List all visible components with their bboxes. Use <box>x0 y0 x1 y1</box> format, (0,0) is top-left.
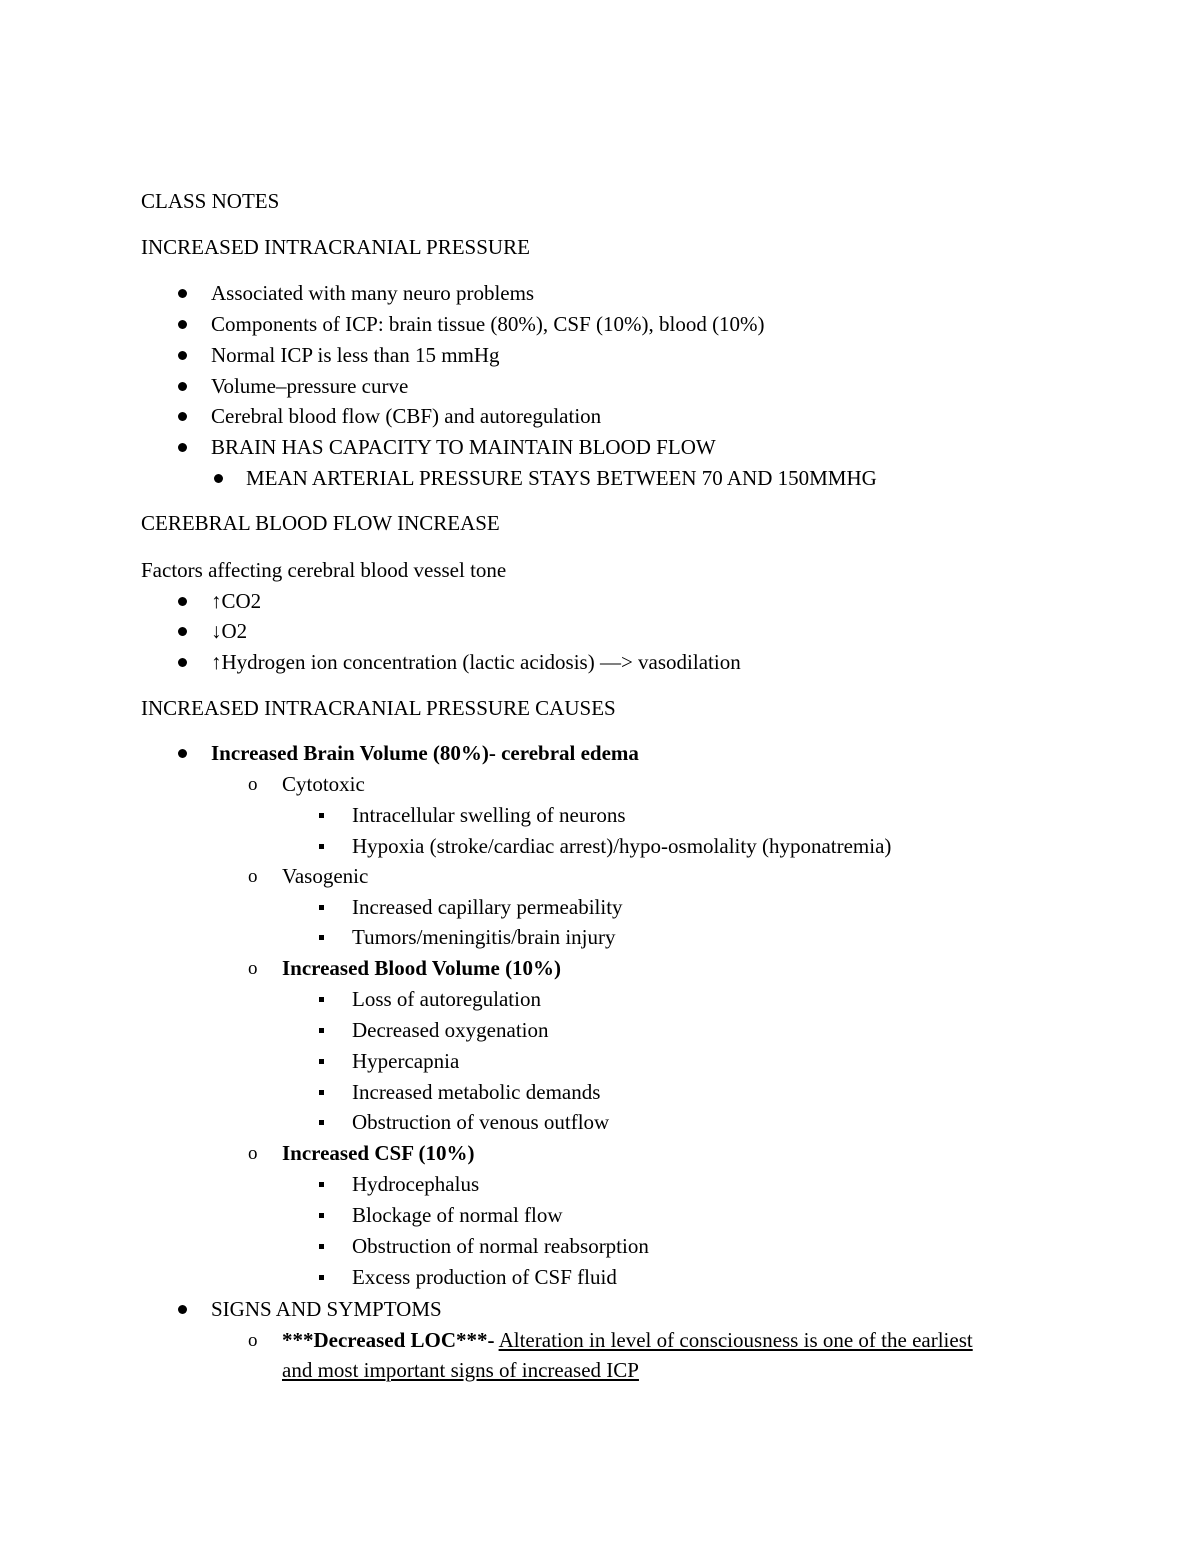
list-item: Associated with many neuro problems <box>211 281 535 305</box>
bullet-dot <box>178 597 187 606</box>
list-item: Normal ICP is less than 15 mmHg <box>211 343 500 367</box>
signs-and-symptoms: SIGNS AND SYMPTOMS <box>211 1297 442 1321</box>
list-item: Excess production of CSF fluid <box>352 1265 617 1289</box>
subheading-cytotoxic: Cytotoxic <box>282 772 365 796</box>
bullet-circle: o <box>248 774 258 795</box>
list-item: Loss of autoregulation <box>352 987 541 1011</box>
bullet-square <box>319 1059 324 1064</box>
heading-cbf-increase: CEREBRAL BLOOD FLOW INCREASE <box>141 511 500 535</box>
bullet-dot <box>178 443 187 452</box>
cause-brain-volume: Increased Brain Volume (80%)- cerebral edema <box>211 741 639 765</box>
bullet-square <box>319 1275 324 1280</box>
list-item: ↑Hydrogen ion concentration (lactic acidosis) —> vasodilation <box>211 650 741 674</box>
heading-icp-causes: INCREASED INTRACRANIAL PRESSURE CAUSES <box>141 696 616 720</box>
list-item: Hypercapnia <box>352 1049 460 1073</box>
subheading-csf: Increased CSF (10%) <box>282 1141 475 1165</box>
loc-description: Alteration in level of consciousness is one of the earliest <box>498 1328 973 1352</box>
bullet-square <box>319 1120 324 1125</box>
bullet-square <box>319 935 324 940</box>
list-item: Intracellular swelling of neurons <box>352 803 626 827</box>
bullet-circle: o <box>248 958 258 979</box>
list-item: Hydrocephalus <box>352 1172 480 1196</box>
bullet-square <box>319 813 324 818</box>
list-item: Blockage of normal flow <box>352 1203 563 1227</box>
factors-intro: Factors affecting cerebral blood vessel tone <box>141 558 507 582</box>
loc-description-cont: and most important signs of increased ICP <box>282 1358 639 1382</box>
list-item: Increased metabolic demands <box>352 1080 601 1104</box>
list-subitem: MEAN ARTERIAL PRESSURE STAYS BETWEEN 70 AND 150MMHG <box>246 466 877 490</box>
list-item: ↓O2 <box>211 619 248 643</box>
list-item: Volume–pressure curve <box>211 374 409 398</box>
subheading-blood-volume: Increased Blood Volume (10%) <box>282 956 562 980</box>
bullet-circle: o <box>248 1330 258 1351</box>
bullet-circle: o <box>248 1143 258 1164</box>
list-item: Obstruction of normal reabsorption <box>352 1234 649 1258</box>
loc-label: ***Decreased LOC***- <box>282 1328 495 1352</box>
bullet-dot <box>178 382 187 391</box>
list-item: BRAIN HAS CAPACITY TO MAINTAIN BLOOD FLOW <box>211 435 716 459</box>
bullet-dot <box>178 1305 187 1314</box>
list-item: Increased capillary permeability <box>352 895 623 919</box>
list-item: Hypoxia (stroke/cardiac arrest)/hypo-osmolality (hyponatremia) <box>352 834 892 858</box>
sign-decreased-loc <box>282 1325 973 1355</box>
list-item: Cerebral blood flow (CBF) and autoregulation <box>211 404 602 428</box>
bullet-dot <box>178 289 187 298</box>
bullet-dot <box>178 749 187 758</box>
list-item: ↑CO2 <box>211 589 262 613</box>
bullet-dot <box>178 627 187 636</box>
bullet-square <box>319 1213 324 1218</box>
bullet-dot <box>178 412 187 421</box>
bullet-dot <box>214 474 223 483</box>
list-item: Tumors/meningitis/brain injury <box>352 925 616 949</box>
bullet-square <box>319 905 324 910</box>
bullet-square <box>319 1090 324 1095</box>
list-item: Obstruction of venous outflow <box>352 1110 610 1134</box>
heading-increased-icp: INCREASED INTRACRANIAL PRESSURE <box>141 235 530 259</box>
list-item: Components of ICP: brain tissue (80%), CSF (10%), blood (10%) <box>211 312 765 336</box>
bullet-square <box>319 1182 324 1187</box>
subheading-vasogenic: Vasogenic <box>282 864 369 888</box>
bullet-dot <box>178 658 187 667</box>
doc-title: CLASS NOTES <box>141 189 280 213</box>
bullet-circle: o <box>248 866 258 887</box>
bullet-square <box>319 844 324 849</box>
bullet-square <box>319 1244 324 1249</box>
bullet-dot <box>178 320 187 329</box>
bullet-square <box>319 997 324 1002</box>
bullet-square <box>319 1028 324 1033</box>
list-item: Decreased oxygenation <box>352 1018 549 1042</box>
bullet-dot <box>178 351 187 360</box>
